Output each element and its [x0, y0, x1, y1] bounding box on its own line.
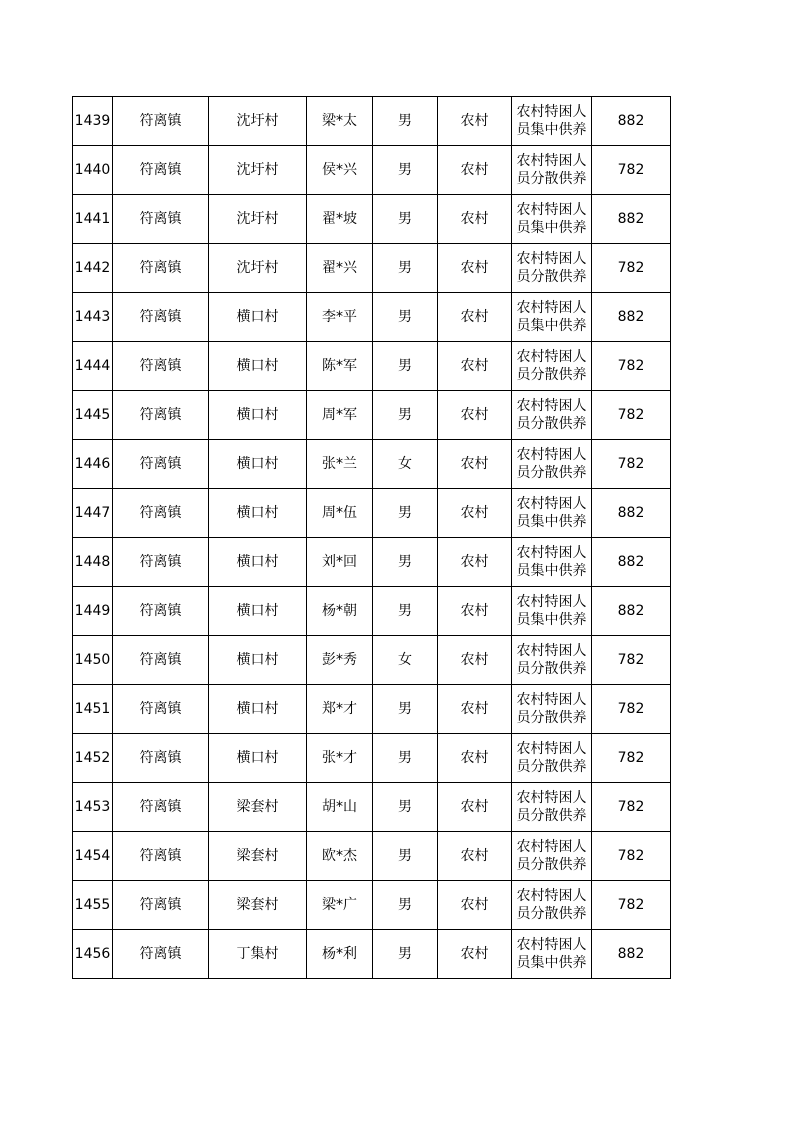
- gender-cell: 男: [373, 881, 438, 930]
- amount-cell: 782: [592, 244, 671, 293]
- serial-number-cell: 1451: [73, 685, 113, 734]
- assistance-category-cell: 农村特困人员分散供养: [512, 832, 592, 881]
- table-row: [73, 440, 671, 489]
- assistance-category-cell: 农村特困人员分散供养: [512, 636, 592, 685]
- table-row: [73, 293, 671, 342]
- amount-cell: 782: [592, 881, 671, 930]
- amount-cell: 782: [592, 636, 671, 685]
- village-cell: 横口村: [209, 734, 307, 783]
- residence-type-cell: 农村: [438, 391, 512, 440]
- serial-number-cell: 1441: [73, 195, 113, 244]
- serial-number-cell: 1456: [73, 930, 113, 979]
- serial-number-cell: 1447: [73, 489, 113, 538]
- village-cell: 横口村: [209, 489, 307, 538]
- name-cell: 李*平: [307, 293, 373, 342]
- amount-cell: 882: [592, 489, 671, 538]
- table-body: [73, 97, 671, 979]
- serial-number-cell: 1443: [73, 293, 113, 342]
- assistance-category-cell: 农村特困人员分散供养: [512, 146, 592, 195]
- assistance-category-cell: 农村特困人员集中供养: [512, 930, 592, 979]
- assistance-category-cell: 农村特困人员分散供养: [512, 244, 592, 293]
- serial-number-cell: 1442: [73, 244, 113, 293]
- amount-cell: 782: [592, 391, 671, 440]
- table-row: [73, 930, 671, 979]
- serial-number-cell: 1454: [73, 832, 113, 881]
- village-cell: 梁套村: [209, 881, 307, 930]
- residence-type-cell: 农村: [438, 783, 512, 832]
- name-cell: 欧*杰: [307, 832, 373, 881]
- table-row: [73, 734, 671, 783]
- assistance-category-cell: 农村特困人员集中供养: [512, 587, 592, 636]
- gender-cell: 男: [373, 244, 438, 293]
- residence-type-cell: 农村: [438, 342, 512, 391]
- amount-cell: 882: [592, 195, 671, 244]
- village-cell: 梁套村: [209, 832, 307, 881]
- residence-type-cell: 农村: [438, 538, 512, 587]
- gender-cell: 男: [373, 930, 438, 979]
- amount-cell: 882: [592, 293, 671, 342]
- table-row: [73, 881, 671, 930]
- village-cell: 横口村: [209, 685, 307, 734]
- town-cell: 符离镇: [113, 440, 209, 489]
- village-cell: 沈圩村: [209, 146, 307, 195]
- gender-cell: 男: [373, 342, 438, 391]
- name-cell: 张*兰: [307, 440, 373, 489]
- village-cell: 横口村: [209, 440, 307, 489]
- gender-cell: 男: [373, 195, 438, 244]
- town-cell: 符离镇: [113, 734, 209, 783]
- amount-cell: 882: [592, 587, 671, 636]
- name-cell: 杨*朝: [307, 587, 373, 636]
- town-cell: 符离镇: [113, 881, 209, 930]
- amount-cell: 882: [592, 930, 671, 979]
- table-row: [73, 489, 671, 538]
- name-cell: 彭*秀: [307, 636, 373, 685]
- assistance-category-cell: 农村特困人员分散供养: [512, 734, 592, 783]
- residence-type-cell: 农村: [438, 244, 512, 293]
- serial-number-cell: 1452: [73, 734, 113, 783]
- village-cell: 横口村: [209, 293, 307, 342]
- name-cell: 胡*山: [307, 783, 373, 832]
- name-cell: 周*军: [307, 391, 373, 440]
- table-row: [73, 783, 671, 832]
- residence-type-cell: 农村: [438, 930, 512, 979]
- town-cell: 符离镇: [113, 489, 209, 538]
- gender-cell: 男: [373, 783, 438, 832]
- residence-type-cell: 农村: [438, 587, 512, 636]
- gender-cell: 男: [373, 734, 438, 783]
- table-row: [73, 97, 671, 146]
- village-cell: 沈圩村: [209, 244, 307, 293]
- serial-number-cell: 1450: [73, 636, 113, 685]
- beneficiary-table: [72, 96, 671, 979]
- name-cell: 翟*兴: [307, 244, 373, 293]
- amount-cell: 882: [592, 538, 671, 587]
- amount-cell: 882: [592, 97, 671, 146]
- table-row: [73, 146, 671, 195]
- assistance-category-cell: 农村特困人员集中供养: [512, 538, 592, 587]
- town-cell: 符离镇: [113, 636, 209, 685]
- serial-number-cell: 1446: [73, 440, 113, 489]
- gender-cell: 女: [373, 440, 438, 489]
- town-cell: 符离镇: [113, 930, 209, 979]
- town-cell: 符离镇: [113, 538, 209, 587]
- town-cell: 符离镇: [113, 832, 209, 881]
- serial-number-cell: 1440: [73, 146, 113, 195]
- village-cell: 梁套村: [209, 783, 307, 832]
- village-cell: 沈圩村: [209, 97, 307, 146]
- serial-number-cell: 1445: [73, 391, 113, 440]
- residence-type-cell: 农村: [438, 685, 512, 734]
- residence-type-cell: 农村: [438, 881, 512, 930]
- table-row: [73, 636, 671, 685]
- village-cell: 横口村: [209, 391, 307, 440]
- town-cell: 符离镇: [113, 195, 209, 244]
- table-row: [73, 832, 671, 881]
- amount-cell: 782: [592, 832, 671, 881]
- village-cell: 横口村: [209, 636, 307, 685]
- amount-cell: 782: [592, 342, 671, 391]
- residence-type-cell: 农村: [438, 636, 512, 685]
- amount-cell: 782: [592, 734, 671, 783]
- residence-type-cell: 农村: [438, 440, 512, 489]
- serial-number-cell: 1449: [73, 587, 113, 636]
- name-cell: 陈*军: [307, 342, 373, 391]
- name-cell: 张*才: [307, 734, 373, 783]
- assistance-category-cell: 农村特困人员集中供养: [512, 195, 592, 244]
- gender-cell: 男: [373, 293, 438, 342]
- town-cell: 符离镇: [113, 97, 209, 146]
- name-cell: 周*伍: [307, 489, 373, 538]
- gender-cell: 男: [373, 685, 438, 734]
- amount-cell: 782: [592, 440, 671, 489]
- residence-type-cell: 农村: [438, 97, 512, 146]
- village-cell: 沈圩村: [209, 195, 307, 244]
- serial-number-cell: 1448: [73, 538, 113, 587]
- serial-number-cell: 1453: [73, 783, 113, 832]
- village-cell: 横口村: [209, 538, 307, 587]
- town-cell: 符离镇: [113, 783, 209, 832]
- serial-number-cell: 1444: [73, 342, 113, 391]
- serial-number-cell: 1455: [73, 881, 113, 930]
- town-cell: 符离镇: [113, 587, 209, 636]
- table-row: [73, 244, 671, 293]
- assistance-category-cell: 农村特困人员集中供养: [512, 489, 592, 538]
- village-cell: 丁集村: [209, 930, 307, 979]
- assistance-category-cell: 农村特困人员分散供养: [512, 685, 592, 734]
- name-cell: 侯*兴: [307, 146, 373, 195]
- amount-cell: 782: [592, 146, 671, 195]
- residence-type-cell: 农村: [438, 489, 512, 538]
- town-cell: 符离镇: [113, 293, 209, 342]
- gender-cell: 男: [373, 538, 438, 587]
- gender-cell: 男: [373, 391, 438, 440]
- gender-cell: 男: [373, 97, 438, 146]
- amount-cell: 782: [592, 685, 671, 734]
- name-cell: 翟*坡: [307, 195, 373, 244]
- residence-type-cell: 农村: [438, 293, 512, 342]
- town-cell: 符离镇: [113, 146, 209, 195]
- assistance-category-cell: 农村特困人员集中供养: [512, 293, 592, 342]
- name-cell: 杨*利: [307, 930, 373, 979]
- table-row: [73, 538, 671, 587]
- table-row: [73, 685, 671, 734]
- residence-type-cell: 农村: [438, 195, 512, 244]
- name-cell: 梁*太: [307, 97, 373, 146]
- residence-type-cell: 农村: [438, 734, 512, 783]
- gender-cell: 男: [373, 146, 438, 195]
- town-cell: 符离镇: [113, 342, 209, 391]
- gender-cell: 女: [373, 636, 438, 685]
- residence-type-cell: 农村: [438, 146, 512, 195]
- name-cell: 刘*回: [307, 538, 373, 587]
- assistance-category-cell: 农村特困人员分散供养: [512, 440, 592, 489]
- name-cell: 梁*广: [307, 881, 373, 930]
- assistance-category-cell: 农村特困人员分散供养: [512, 881, 592, 930]
- serial-number-cell: 1439: [73, 97, 113, 146]
- town-cell: 符离镇: [113, 244, 209, 293]
- assistance-category-cell: 农村特困人员集中供养: [512, 97, 592, 146]
- gender-cell: 男: [373, 489, 438, 538]
- gender-cell: 男: [373, 832, 438, 881]
- amount-cell: 782: [592, 783, 671, 832]
- table-row: [73, 391, 671, 440]
- village-cell: 横口村: [209, 587, 307, 636]
- town-cell: 符离镇: [113, 685, 209, 734]
- assistance-category-cell: 农村特困人员分散供养: [512, 391, 592, 440]
- name-cell: 郑*才: [307, 685, 373, 734]
- town-cell: 符离镇: [113, 391, 209, 440]
- residence-type-cell: 农村: [438, 832, 512, 881]
- table-row: [73, 195, 671, 244]
- gender-cell: 男: [373, 587, 438, 636]
- assistance-category-cell: 农村特困人员分散供养: [512, 783, 592, 832]
- table-row: [73, 342, 671, 391]
- assistance-category-cell: 农村特困人员分散供养: [512, 342, 592, 391]
- table-row: [73, 587, 671, 636]
- village-cell: 横口村: [209, 342, 307, 391]
